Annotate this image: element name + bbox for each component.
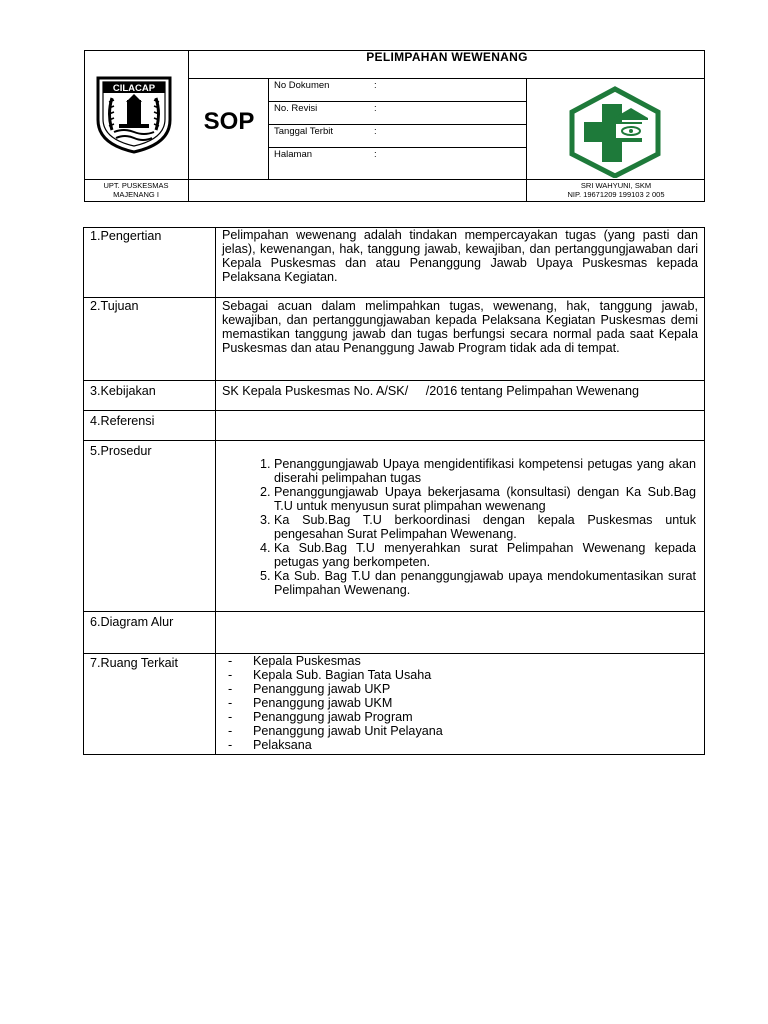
list-item: - Penanggung jawab UKM: [228, 696, 393, 710]
kebijakan-text: SK Kepala Puskesmas No. A/SK/ /2016 tentang Pelimpahan Wewenang: [216, 381, 705, 411]
prosedur-step: 5. Ka Sub. Bag T.U dan penanggungjawab upaya mendokumentasikan surat Pelimpahan Wewenang.: [274, 569, 698, 597]
pengertian-label: 1.Pengertian: [84, 228, 216, 298]
signatory: [528, 181, 704, 199]
logo-lettering: CILACAP: [112, 83, 156, 94]
row-referensi: [84, 411, 705, 441]
tanggal-terbit-colon: :: [374, 126, 377, 137]
prosedur-step: 3. Ka Sub.Bag T.U berkoordinasi dengan kepala Puskesmas untuk pengesahan Surat Pelimpahan Wewenang.: [274, 513, 698, 541]
referensi-label: 4.Referensi: [84, 411, 216, 441]
list-item: - Penanggung jawab Unit Pelayana: [228, 724, 443, 738]
list-item: - Kepala Sub. Bagian Tata Usaha: [228, 668, 432, 682]
no-dokumen-label: No Dokumen: [274, 80, 330, 91]
tujuan-label: 2.Tujuan: [84, 298, 216, 381]
diagram-label: 6.Diagram Alur: [84, 612, 216, 654]
row-tujuan: [84, 298, 705, 381]
halaman-label: Halaman: [274, 149, 313, 160]
cilacap-logo: [94, 72, 174, 154]
halaman-colon: :: [374, 149, 377, 160]
sop-content-table: [83, 227, 705, 755]
no-revisi-colon: :: [374, 103, 377, 114]
pengertian-text: Pelimpahan wewenang adalah tindakan mempercayakan tugas (yang pasti dan jelas), kewenangan, hak, tanggung jawab, kewajiban, dan pertanggungjawaban dari Kepala Puskesmas dan atau Penanggung Jawab Upaya Puskesmas kepada Pelaksana Kegiatan.: [216, 228, 705, 298]
ruang-terkait-label: 7.Ruang Terkait: [84, 654, 216, 755]
list-item: - Penanggung jawab Program: [228, 710, 413, 724]
signatory-name: SRI WAHYUNI, SKM: [580, 181, 652, 190]
puskesmas-name-line1: UPT. PUSKESMAS: [103, 181, 169, 190]
ruang-terkait-list: [222, 654, 698, 752]
row-diagram: [84, 612, 705, 654]
puskesmas-name-line2: MAJENANG I: [113, 190, 159, 199]
prosedur-step: 2. Penanggungjawab Upaya bekerjasama (konsultasi) dengan Ka Sub.Bag T.U untuk menyusun surat plimpahan wewenang: [274, 485, 698, 513]
no-revisi-label: No. Revisi: [274, 103, 318, 114]
row-ruang-terkait: [84, 654, 705, 755]
kebijakan-label: 3.Kebijakan: [84, 381, 216, 411]
sop-label: SOP: [203, 108, 255, 135]
row-kebijakan: [84, 381, 705, 411]
row-pengertian: [84, 228, 705, 298]
prosedur-label: 5.Prosedur: [84, 441, 216, 612]
referensi-text: [216, 411, 705, 441]
ruang-terkait-cell: [216, 654, 705, 755]
tanggal-terbit-label: Tanggal Terbit: [274, 126, 333, 137]
list-item: - Penanggung jawab UKP: [228, 682, 391, 696]
prosedur-steps: [222, 457, 698, 597]
list-item: - Pelaksana: [228, 738, 312, 752]
document-title: PELIMPAHAN WEWENANG: [366, 50, 528, 64]
list-item: - Kepala Puskesmas: [228, 654, 361, 668]
prosedur-step: 4. Ka Sub.Bag T.U menyerahkan surat Pelimpahan Wewenang kepada petugas yang berkompeten.: [274, 541, 698, 569]
prosedur-step: 1. Penanggungjawab Upaya mengidentifikasi kompetensi petugas yang akan diserahi pelimpahan tugas: [274, 457, 698, 485]
no-dokumen-colon: :: [374, 80, 377, 91]
tujuan-text: Sebagai acuan dalam melimpahkan tugas, wewenang, hak, tanggung jawab, kewajiban, dan pertanggungjawaban kepada Pelaksana Kegiatan Puskesmas demi memastikan tanggung jawab dan tugas berfungsi secara normal pada saat Kepala Puskesmas dan atau Penanggung Jawab Program tidak ada di tempat.: [216, 298, 705, 381]
signatory-nip: NIP. 19671209 199103 2 005: [567, 190, 665, 199]
row-prosedur: [84, 441, 705, 612]
diagram-text: [216, 612, 705, 654]
puskesmas-name: [86, 181, 186, 199]
puskesmas-logo: [568, 86, 662, 178]
prosedur-cell: [216, 441, 705, 612]
